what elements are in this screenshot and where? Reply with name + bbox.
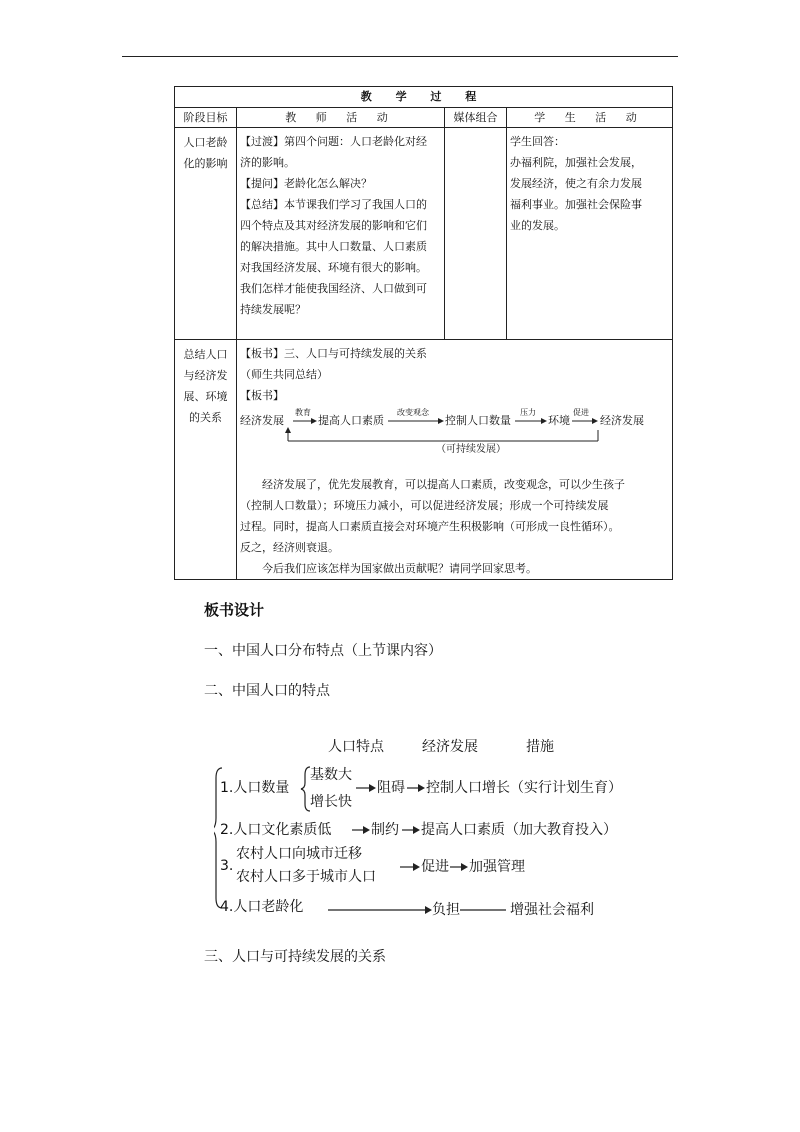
diagram-text: 提高人口素质（加大教育投入） bbox=[421, 822, 617, 838]
summary-paragraph-line: 过程。同时，提高人口素质直接会对环境产生积极影响（可形成一良性循环）。 bbox=[240, 520, 620, 533]
diagram-row-label: 3. bbox=[220, 858, 234, 874]
diagram-text: 负担 bbox=[432, 902, 460, 918]
header-stage: 阶段目标 bbox=[175, 108, 237, 128]
diagram-sub-label: 农村人口多于城市人口 bbox=[236, 869, 376, 885]
stage-line: 总结人口 bbox=[183, 348, 228, 361]
diagram-sub-label: 农村人口向城市迁移 bbox=[236, 846, 362, 862]
teacher-line: 我们怎样才能使我国经济、人口做到可 bbox=[240, 282, 427, 295]
teacher-line: 【提问】老龄化怎么解决？ bbox=[240, 177, 372, 190]
stage-cell bbox=[175, 128, 237, 340]
teacher-line: 持续发展呢？ bbox=[240, 303, 306, 316]
teaching-process-table bbox=[174, 86, 673, 580]
diagram-header: 人口特点 bbox=[328, 739, 384, 755]
diagram-header: 措施 bbox=[526, 739, 554, 755]
sustainable-flow-diagram bbox=[240, 408, 669, 470]
header-rule bbox=[122, 56, 678, 57]
diagram-header: 经济发展 bbox=[422, 739, 478, 755]
table-row bbox=[175, 128, 673, 340]
summary-paragraph-line: 今后我们应该怎样为国家做出贡献呢？请同学回家思考。 bbox=[262, 562, 537, 575]
teacher-line: 【过渡】第四个问题：人口老龄化对经 bbox=[240, 135, 427, 148]
diagram-text: 加强管理 bbox=[469, 859, 525, 875]
diagram-row-label: 2.人口文化素质低 bbox=[220, 822, 332, 838]
summary-line: 【板书】三、人口与可持续发展的关系 bbox=[240, 347, 427, 360]
teacher-line: 济的影响。 bbox=[240, 156, 295, 169]
diagram-sub-label: 增长快 bbox=[310, 794, 352, 810]
teacher-cell bbox=[237, 128, 445, 340]
header-teacher: 教 师 活 动 bbox=[237, 108, 445, 128]
diagram-text: 制约 bbox=[371, 822, 399, 838]
table-title-row bbox=[175, 87, 673, 108]
diagram-text: 控制人口增长（实行计划生育） bbox=[426, 780, 622, 796]
flow-node: 控制人口数量 bbox=[445, 414, 511, 427]
flow-arrow-label: 压力 bbox=[520, 408, 536, 417]
student-line: 学生回答： bbox=[510, 135, 565, 148]
summary-line: 【板书】 bbox=[240, 389, 284, 402]
teacher-line: 对我国经济发展、环境有很大的影响。 bbox=[240, 261, 427, 274]
student-line: 福利事业。加强社会保险事 bbox=[510, 198, 642, 211]
stage-line: 展、环境 bbox=[183, 390, 228, 403]
board-item-3: 三、人口与可持续发展的关系 bbox=[204, 949, 386, 965]
teacher-line: 【总结】本节课我们学习了我国人口的 bbox=[240, 198, 427, 211]
stage-line: 化的影响 bbox=[183, 157, 228, 170]
flow-node: 环境 bbox=[548, 414, 570, 427]
teacher-line: 的解决措施。其中人口数量、人口素质 bbox=[240, 240, 427, 253]
diagram-row-label: 4.人口老龄化 bbox=[220, 899, 304, 915]
media-cell bbox=[445, 128, 507, 340]
stage-line: 的关系 bbox=[189, 411, 222, 424]
flow-node: 经济发展 bbox=[240, 414, 284, 427]
stage-cell bbox=[175, 340, 237, 580]
table-title: 教 学 过 程 bbox=[175, 87, 673, 108]
diagram-text: 阻碍 bbox=[377, 780, 405, 796]
table-row bbox=[175, 340, 673, 580]
board-item-2: 二、中国人口的特点 bbox=[204, 683, 330, 699]
summary-paragraph-line: 经济发展了，优先发展教育，可以提高人口素质，改变观念，可以少生孩子 bbox=[262, 478, 625, 491]
stage-line: 与经济发 bbox=[183, 369, 228, 382]
student-line: 发展经济，使之有余力发展 bbox=[510, 177, 642, 190]
flow-arrow-label: 教育 bbox=[295, 408, 311, 417]
flow-node: 提高人口素质 bbox=[318, 414, 384, 427]
summary-paragraph-line: 反之，经济则衰退。 bbox=[240, 541, 339, 554]
teacher-line: 四个特点及其对经济发展的影响和它们 bbox=[240, 219, 427, 232]
summary-paragraph-line: （控制人口数量）；环境压力减小，可以促进经济发展；形成一个可持续发展 bbox=[240, 499, 609, 512]
header-media: 媒体组合 bbox=[445, 108, 507, 128]
diagram-sub-label: 基数大 bbox=[310, 767, 352, 783]
diagram-row-label: 1.人口数量 bbox=[220, 780, 290, 796]
summary-cell bbox=[237, 340, 673, 580]
flow-node: 经济发展 bbox=[600, 414, 644, 427]
population-features-diagram bbox=[214, 738, 654, 924]
board-item-1: 一、中国人口分布特点（上节课内容） bbox=[204, 643, 442, 659]
diagram-text: 促进 bbox=[421, 859, 449, 875]
diagram-text: 增强社会福利 bbox=[510, 902, 594, 918]
student-line: 办福利院，加强社会发展， bbox=[510, 156, 642, 169]
student-cell bbox=[507, 128, 673, 340]
student-line: 业的发展。 bbox=[510, 219, 565, 232]
flow-arrow-label: 改变观念 bbox=[397, 408, 429, 417]
summary-line: （师生共同总结） bbox=[240, 368, 328, 381]
flow-arrow-label: 促进 bbox=[573, 408, 589, 417]
stage-line: 人口老龄 bbox=[183, 136, 228, 149]
board-design-title: 板书设计 bbox=[204, 601, 265, 619]
table-header-row bbox=[175, 108, 673, 128]
flow-loop-label: （可持续发展） bbox=[436, 444, 506, 455]
header-student: 学 生 活 动 bbox=[507, 108, 673, 128]
